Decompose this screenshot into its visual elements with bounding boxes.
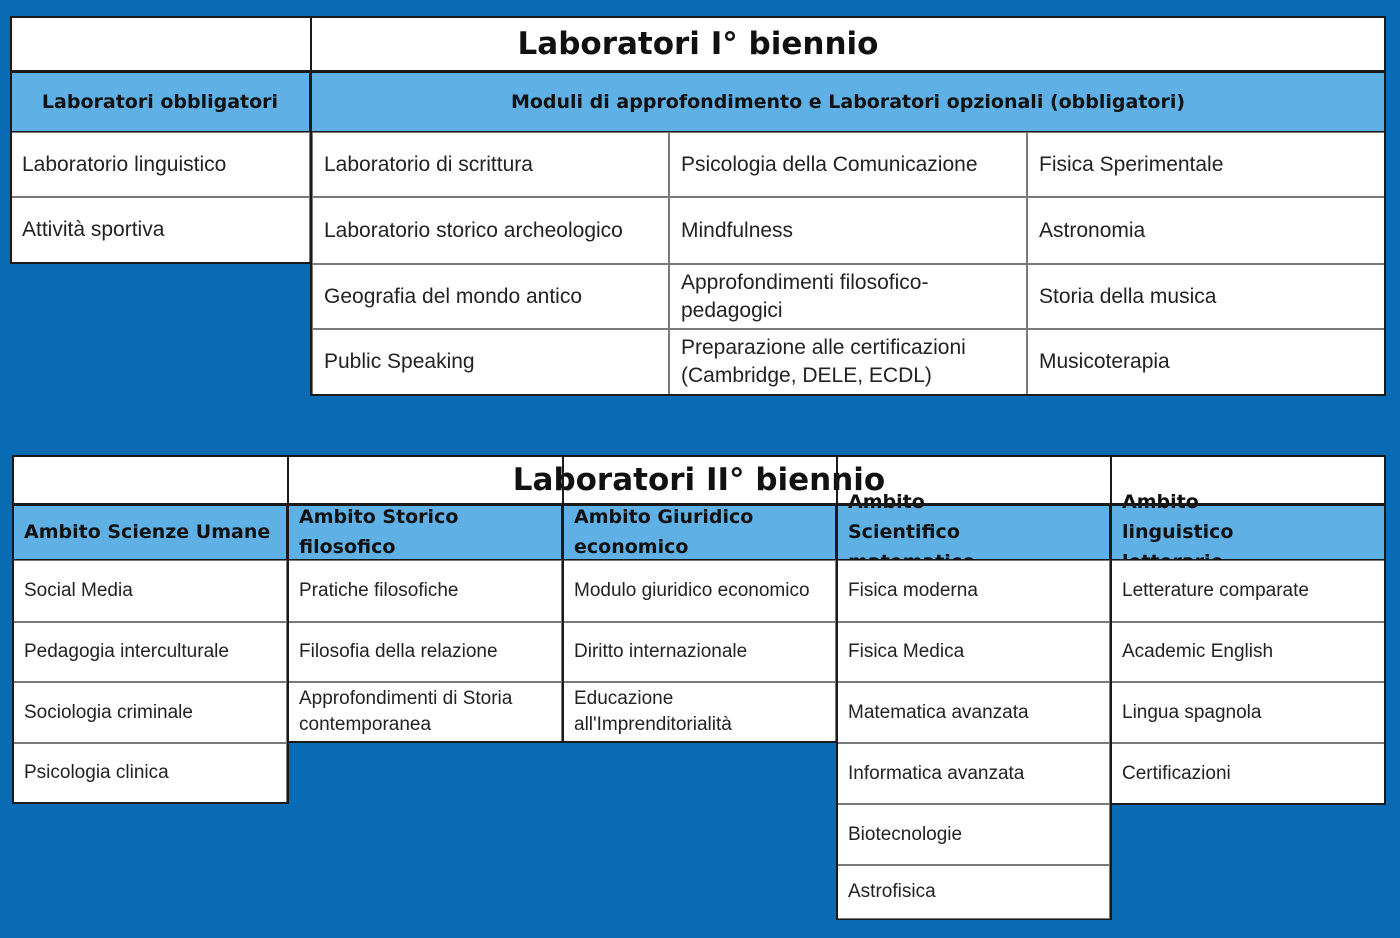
optional-item-label: Laboratorio di scrittura <box>324 152 533 176</box>
list-item <box>836 682 1110 743</box>
list-item <box>1110 682 1386 743</box>
list-item-label: Matematica avanzata <box>848 701 1029 723</box>
optional-item-label: Mindfulness <box>681 218 794 242</box>
mandatory-item <box>10 197 310 263</box>
header-ambito-scientifico-matematico <box>836 491 1110 560</box>
list-item <box>1110 560 1386 622</box>
mandatory-item-label: Laboratorio linguistico <box>22 152 227 176</box>
list-item <box>1110 743 1386 804</box>
optional-item <box>1027 132 1386 197</box>
list-item <box>12 743 287 803</box>
list-item-label: Social Media <box>24 580 133 601</box>
ambito-header-label: Ambito Scientifico <box>848 491 960 543</box>
mandatory-item <box>10 132 310 197</box>
optional-item-label: Approfondimenti filosofico-pedagogici <box>681 270 929 322</box>
optional-item <box>312 132 669 197</box>
header-optional-label: Moduli di approfondimento e Laboratori opzionali (obbligatori) <box>510 91 1186 113</box>
list-item <box>836 804 1110 865</box>
list-item-label: Sociologia criminale <box>24 701 193 723</box>
list-item-label: Pedagogia interculturale <box>24 641 229 662</box>
ambito-header-label: Ambito Storico filosofico <box>299 506 459 558</box>
optional-item-label: Geografia del mondo antico <box>324 284 582 308</box>
section1-title-text: Laboratori I° biennio <box>517 26 879 62</box>
list-item-label: Lingua spagnola <box>1122 701 1262 723</box>
optional-item <box>312 197 669 264</box>
ambito-header-label: Ambito linguistico <box>1122 491 1234 543</box>
list-item <box>287 560 562 622</box>
header-ambito-storico-filosofico <box>287 504 562 560</box>
list-item-label: Pratiche filosofiche <box>299 580 459 601</box>
list-item <box>287 622 562 682</box>
list-item-label: Approfondimenti di Storia contemporanea <box>299 688 513 735</box>
list-item <box>562 622 836 682</box>
optional-item <box>669 197 1027 264</box>
list-item <box>562 682 836 742</box>
list-item <box>836 743 1110 804</box>
section1-header-mandatory <box>10 72 310 132</box>
list-item-label: Filosofia della relazione <box>299 641 498 662</box>
optional-item-label: Preparazione alle certificazioni (Cambridge, DELE, ECDL) <box>681 336 966 387</box>
header-mandatory-label: Laboratori obbligatori <box>41 91 279 113</box>
list-item <box>287 682 562 742</box>
header-ambito-linguistico-letterario <box>1110 491 1386 560</box>
list-item-label: Educazione all'Imprenditorialità <box>574 688 732 735</box>
section1-header-optional <box>310 72 1386 132</box>
list-item-label: Astrofisica <box>848 881 936 902</box>
optional-item-label: Fisica Sperimentale <box>1039 152 1224 176</box>
list-item-label: Biotecnologie <box>848 823 963 845</box>
optional-item <box>312 329 669 395</box>
optional-item <box>1027 197 1386 264</box>
optional-item-label: Laboratorio storico archeologico <box>324 218 623 242</box>
list-item-label: Certificazioni <box>1122 762 1231 784</box>
section2-title-text: Laboratori II° biennio <box>512 462 886 498</box>
header-ambito-scienze-umane <box>12 504 287 560</box>
list-item <box>836 560 1110 622</box>
list-item <box>562 560 836 622</box>
list-item <box>836 865 1110 919</box>
optional-item-label: Psicologia della Comunicazione <box>681 152 978 176</box>
optional-item-label: Astronomia <box>1039 218 1146 242</box>
list-item <box>12 622 287 682</box>
ambito-header-label: Ambito Scienze Umane <box>24 521 271 543</box>
optional-item-label: Musicoterapia <box>1039 350 1170 373</box>
header-ambito-giuridico-economico <box>562 504 836 560</box>
optional-item <box>669 264 1027 329</box>
list-item <box>836 622 1110 682</box>
list-item-label: Informatica avanzata <box>848 762 1025 784</box>
optional-item <box>312 264 669 329</box>
optional-item <box>669 132 1027 197</box>
list-item <box>12 560 287 622</box>
list-item-label: Letterature comparate <box>1122 580 1309 601</box>
list-item-label: Modulo giuridico economico <box>574 580 810 601</box>
list-item-label: Academic English <box>1122 641 1274 662</box>
mandatory-item-label: Attività sportiva <box>22 218 165 241</box>
optional-item-label: Public Speaking <box>324 350 475 373</box>
ambito-header-label: Ambito Giuridico economico <box>574 506 754 558</box>
list-item <box>1110 622 1386 682</box>
list-item-label: Fisica Medica <box>848 641 965 662</box>
list-item-label: Fisica moderna <box>848 580 978 601</box>
optional-item <box>669 329 1027 395</box>
list-item <box>12 682 287 743</box>
list-item-label: Diritto internazionale <box>574 641 748 662</box>
optional-item <box>1027 329 1386 395</box>
section1-title <box>10 16 1386 72</box>
list-item-label: Psicologia clinica <box>24 762 169 783</box>
optional-item <box>1027 264 1386 329</box>
optional-item-label: Storia della musica <box>1039 284 1217 308</box>
